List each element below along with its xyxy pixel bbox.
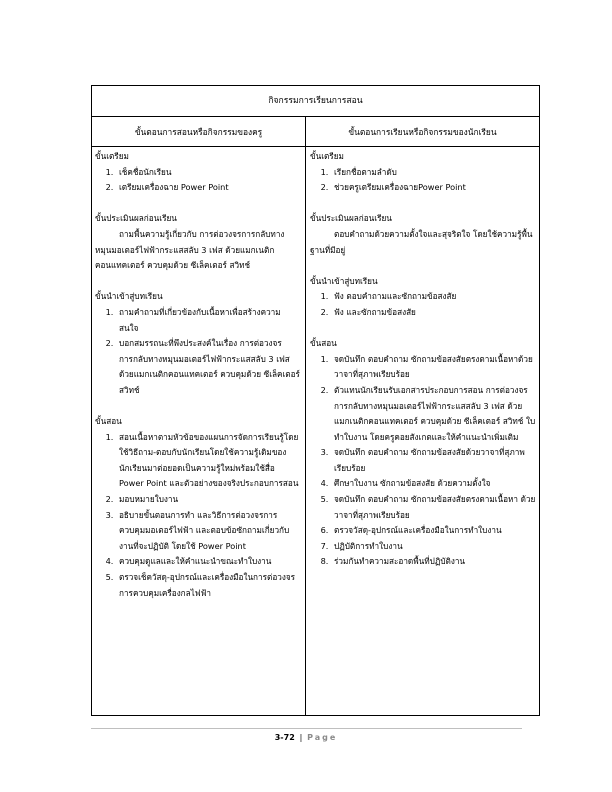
teacher-section-prepare (95, 149, 300, 196)
teacher-column (95, 149, 300, 601)
list-item: 3. จดบันทึก ตอบคำถาม ซักถามข้อสงสัยด้วยวาจาที่สุภาพเรียบร้อย (331, 445, 536, 476)
section-heading: ขั้นสอน (95, 416, 122, 427)
list-item: 2. มอบหมายใบงาน (116, 492, 300, 508)
activity-table (91, 85, 540, 716)
list-item: 1. ถามคำถามที่เกี่ยวข้องกับเนื้อหาเพื่อสร้างความสนใจ (116, 305, 300, 336)
section-heading: ขั้นนำเข้าสู่บทเรียน (95, 291, 163, 302)
header-teacher: ขั้นตอนการสอนหรือกิจกรรมของครู (134, 127, 263, 137)
list-item: 1. ฟัง ตอบคำถามและซักถามข้อสงสัย (331, 289, 536, 305)
page-footer (0, 733, 612, 742)
student-section-prepare (310, 149, 536, 196)
student-section-pretest (310, 211, 536, 258)
footer-separator: | (299, 733, 303, 742)
list-item: 3. อธิบายขั้นตอนการทำ และวิธีการต่อวงจรการควบคุมมอเตอร์ไฟฟ้า และตอบข้อซักถามเกี่ยวกับงานที่จะปฏิบัติ โดยใช้ Power Point (116, 508, 300, 555)
list-item: 7. ปฏิบัติการทำใบงาน (331, 539, 536, 555)
teacher-section-pretest (95, 211, 300, 273)
list-item: 5. จดบันทึก ตอบคำถาม ซักถามข้อสงสัยตรงตามเนื้อหา ด้วยวาจาที่สุภาพเรียบร้อย (331, 492, 536, 523)
list-item: 1. สอนเนื้อหาตามหัวข้อของแผนการจัดการเรียนรู้โดยใช้วิธีถาม-ตอบกับนักเรียนโดยใช้ความรู้เดิมของนักเรียนมาต่อยอดเป็นความรู้ใหม่พร้อมใช้สื่อ Power Point และตัวอย่างของจริงประกอบการสอน (116, 430, 300, 492)
list-item: 2. ฟัง และซักถามข้อสงสัย (331, 305, 536, 321)
teacher-section-teach (95, 414, 300, 601)
section-heading: ขั้นประเมินผลก่อนเรียน (310, 213, 392, 224)
section-heading: ขั้นนำเข้าสู่บทเรียน (310, 275, 378, 286)
student-section-intro (310, 274, 536, 321)
list-item: 1. เช็คชื่อนักเรียน (116, 165, 300, 181)
list-item: 5. ตรวจเช็ควัสดุ-อุปกรณ์และเครื่องมือในการต่อวงจรการควบคุมเครื่องกลไฟฟ้า (116, 570, 300, 601)
section-heading: ขั้นเตรียม (310, 151, 344, 161)
footer-divider (91, 728, 522, 729)
list-item: 1. จดบันทึก ตอบคำถาม ซักถามข้อสงสัยตรงตามเนื้อหาด้วยวาจาที่สุภาพเรียบร้อย (331, 352, 536, 383)
list-item: 8. ร่วมกันทำความสะอาดพื้นที่ปฏิบัติงาน (331, 554, 536, 570)
section-heading: ขั้นประเมินผลก่อนเรียน (95, 213, 177, 224)
list-item: 4. ควบคุมดูแลและให้คำแนะนำขณะทำใบงาน (116, 554, 300, 570)
section-heading: ขั้นสอน (310, 338, 337, 349)
table-title: กิจกรรมการเรียนการสอน (92, 86, 539, 117)
list-item: 1. เรียกชื่อตามลำดับ (331, 165, 536, 181)
column-divider (305, 117, 306, 715)
section-heading: ขั้นเตรียม (95, 151, 129, 161)
list-item: 2. บอกสมรรถนะที่พึงประสงค์ในเรื่อง การต่อวงจรการกลับทางหมุนมอเตอร์ไฟฟ้ากระแสสลับ 3 เฟส ด้วยแมกเนติกคอนแทคเตอร์ ควบคุมด้วย ซีเล็คเตอร์ สวิทช์ (116, 336, 300, 398)
list-item: 2. เตรียมเครื่องฉาย Power Point (116, 180, 300, 196)
page-number: 3-72 (274, 733, 295, 742)
section-paragraph: ตอบคำถามด้วยความตั้งใจและสุจริตใจ โดยใช้ความรู้พื้นฐานที่มีอยู่ (310, 228, 533, 255)
list-item: 2. ช่วยครูเตรียมเครื่องฉายPower Point (331, 180, 536, 196)
teacher-section-intro (95, 289, 300, 398)
list-item: 6. ตรวจวัสดุ-อุปกรณ์และเครื่องมือในการทำใบงาน (331, 523, 536, 539)
list-item: 4. ศึกษาใบงาน ซักถามข้อสงสัย ด้วยความตั้งใจ (331, 476, 536, 492)
list-item: 2. ตัวแทนนักเรียนรับเอกสารประกอบการสอน การต่อวงจรการกลับทางหมุนมอเตอร์ไฟฟ้ากระแสสลับ 3 เฟส ด้วยแมกเนติกคอนแทคเตอร์ ควบคุมด้วย ซีเล็คเตอร์ สวิทช์ ใบทำใบงาน โดยครูคอยสังเกตและให้คำแนะนำเพิ่มเติม (331, 383, 536, 445)
header-student: ขั้นตอนการเรียนหรือกิจกรรมของนักเรียน (348, 127, 497, 137)
student-section-teach (310, 336, 536, 570)
page-label: Page (307, 733, 338, 742)
table-header-row (92, 117, 539, 147)
section-paragraph: ถามพื้นความรู้เกี่ยวกับ การต่อวงจรการกลับทางหมุนมอเตอร์ไฟฟ้ากระแสสลับ 3 เฟส ด้วยแมกเนติกคอนแทคเตอร์ ควบคุมด้วย ซีเล็คเตอร์ สวิทช์ (95, 228, 285, 271)
student-column (310, 149, 536, 570)
